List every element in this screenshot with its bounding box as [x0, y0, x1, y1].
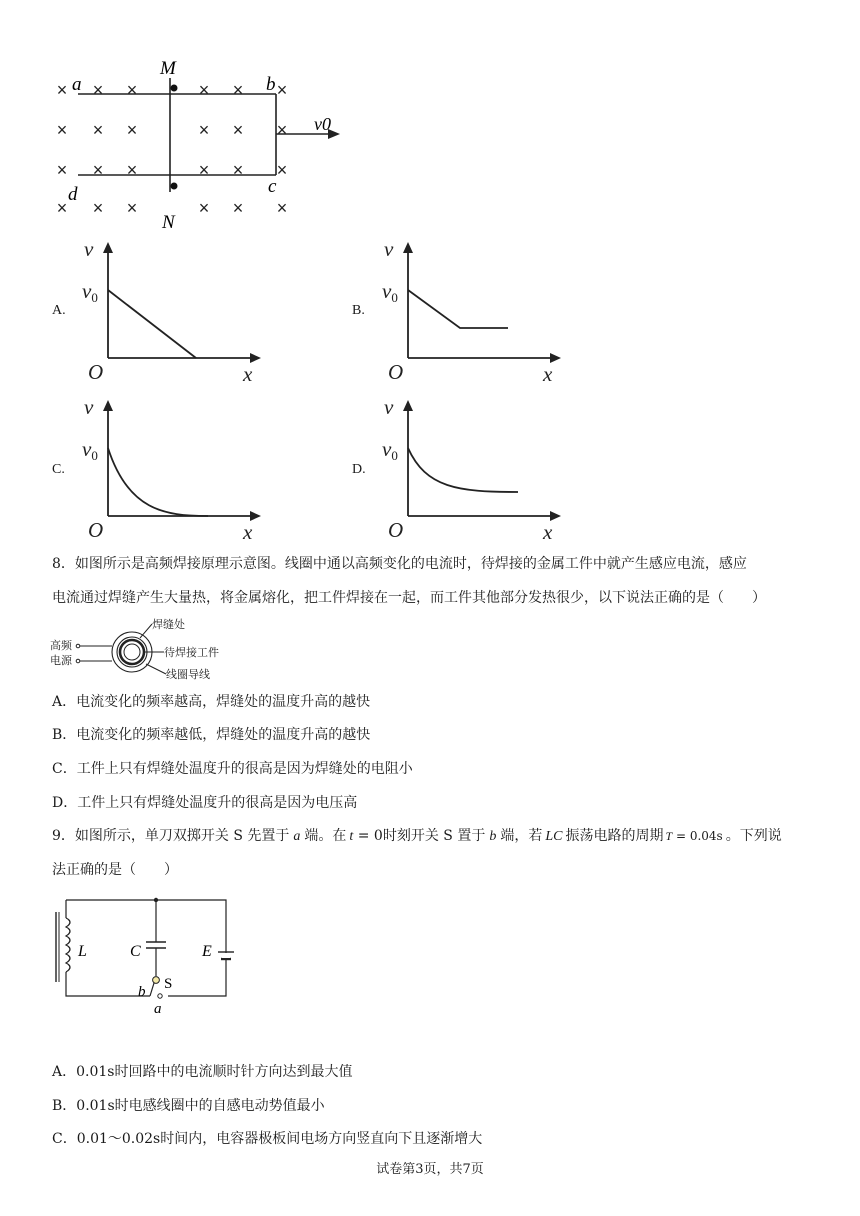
label-n: N	[162, 212, 175, 232]
field-cross: ×	[126, 120, 138, 140]
v-x-curve	[108, 448, 208, 516]
workpiece-label: 待焊接工件	[164, 646, 219, 659]
option-c-letter: C.	[52, 462, 65, 477]
q8-option-c: C．工件上只有焊缝处温度升的很高是因为焊缝处的电阻小	[52, 761, 413, 777]
q9-stem-part-f: 。下列说	[725, 828, 782, 844]
label-a: a	[72, 74, 82, 95]
page-footer: 试卷第3页，共7页	[376, 1162, 484, 1177]
field-cross: ×	[126, 198, 138, 218]
field-cross: ×	[232, 160, 244, 180]
q8-stem-line1: 8．如图所示是高频焊接原理示意图。线圈中通以高频变化的电流时，待焊接的金属工件中就产生感应电流，感应	[52, 556, 747, 572]
origin-label: O	[388, 360, 404, 384]
field-cross: ×	[232, 198, 244, 218]
label-b: b	[138, 984, 146, 1000]
q9-var-a: a	[293, 829, 301, 844]
field-cross: ×	[92, 120, 104, 140]
label-c: c	[268, 176, 277, 197]
q9-stem-part-d: 端，若	[500, 828, 543, 844]
field-cross: ×	[198, 80, 210, 100]
y-axis-label: v	[84, 395, 94, 419]
field-cross: ×	[198, 160, 210, 180]
lc-circuit-figure	[50, 892, 250, 1018]
graph-option-a	[78, 236, 278, 386]
label-c: C	[130, 943, 141, 960]
v0-label: v0	[382, 279, 398, 305]
v0-label: v0	[82, 437, 98, 463]
q9-stem-part-b: 端。在	[304, 828, 347, 844]
y-axis-arrow	[403, 400, 413, 411]
q8-option-a: A．电流变化的频率越高，焊缝处的温度升高的越快	[52, 694, 371, 710]
option-a-letter: A.	[52, 303, 66, 318]
field-cross: ×	[276, 120, 288, 140]
label-m: M	[160, 58, 176, 79]
v-x-curve	[408, 448, 518, 492]
v-x-curve	[108, 290, 196, 358]
q9-stem-part-e: 振荡电路的周期	[565, 828, 664, 844]
field-cross: ×	[232, 80, 244, 100]
coil-label: 线圈导线	[166, 668, 210, 681]
x-axis-label: x	[543, 362, 553, 386]
q9-stem-part-a: 9．如图所示，单刀双掷开关 S 先置于	[52, 828, 290, 844]
origin-label: O	[388, 518, 404, 542]
field-cross: ×	[276, 198, 288, 218]
y-axis-arrow	[103, 400, 113, 411]
origin-label: O	[88, 518, 104, 542]
magnetic-field-figure	[48, 52, 348, 232]
field-cross: ×	[232, 120, 244, 140]
y-axis-arrow	[403, 242, 413, 253]
field-cross: ×	[198, 198, 210, 218]
q9-option-b: B．0.01s时电感线圈中的自感电动势值最小	[52, 1098, 325, 1114]
x-axis-label: x	[243, 520, 253, 544]
y-axis-label: v	[384, 395, 394, 419]
q8-option-b: B．电流变化的频率越低，焊缝处的温度升高的越快	[52, 727, 371, 743]
origin-label: O	[88, 360, 104, 384]
y-axis-label: v	[84, 237, 94, 261]
label-l: L	[78, 943, 87, 960]
q9-var-t: t	[349, 829, 354, 844]
q9-stem-line1	[52, 826, 782, 847]
field-cross: ×	[56, 160, 68, 180]
q9-period-value: = 0.04s	[672, 829, 723, 843]
field-cross: ×	[126, 80, 138, 100]
label-b: b	[266, 74, 276, 95]
v-x-curve	[408, 290, 508, 328]
x-axis-label: x	[243, 362, 253, 386]
label-s: S	[164, 976, 173, 992]
field-cross: ×	[276, 160, 288, 180]
y-axis-arrow	[103, 242, 113, 253]
q9-option-a: A．0.01s时回路中的电流顺时针方向达到最大值	[52, 1064, 353, 1080]
field-cross: ×	[92, 160, 104, 180]
field-cross: ×	[92, 198, 104, 218]
v0-label: v0	[314, 114, 331, 134]
option-d-letter: D.	[352, 462, 366, 477]
seam-label: 焊缝处	[152, 618, 185, 631]
q9-option-c: C．0.01～0.02s时间内，电容器极板间电场方向竖直向下且逐渐增大	[52, 1131, 483, 1147]
v0-label: v0	[382, 437, 398, 463]
label-d: d	[68, 184, 78, 205]
x-axis-label: x	[543, 520, 553, 544]
graph-option-d	[378, 394, 578, 544]
q9-stem-line2: 法正确的是（ ）	[52, 862, 178, 878]
field-cross: ×	[92, 80, 104, 100]
graph-option-b	[378, 236, 578, 386]
v0-label: v0	[82, 279, 98, 305]
q9-stem-part-c: = 0时刻开关 S 置于	[353, 828, 486, 844]
field-cross: ×	[56, 120, 68, 140]
field-cross: ×	[276, 80, 288, 100]
field-cross: ×	[56, 198, 68, 218]
q8-stem-line2: 电流通过焊缝产生大量热，将金属熔化，把工件焊接在一起，而工件其他部分发热很少，以下说法正确的是（ ）	[52, 590, 766, 606]
field-cross: ×	[198, 120, 210, 140]
graph-option-c	[78, 394, 278, 544]
label-a: a	[154, 1001, 162, 1017]
power-label-2: 电源	[50, 654, 72, 667]
field-cross: ×	[126, 160, 138, 180]
power-label-1: 高频	[50, 639, 72, 652]
welding-figure	[50, 612, 250, 684]
q8-option-d: D．工件上只有焊缝处温度升的很高是因为电压高	[52, 795, 358, 811]
q9-var-T: T	[665, 829, 673, 843]
y-axis-label: v	[384, 237, 394, 261]
option-b-letter: B.	[352, 303, 365, 318]
label-e: E	[202, 943, 212, 960]
q9-var-b: b	[489, 829, 497, 844]
q9-var-lc: LC	[545, 829, 563, 844]
field-cross: ×	[56, 80, 68, 100]
